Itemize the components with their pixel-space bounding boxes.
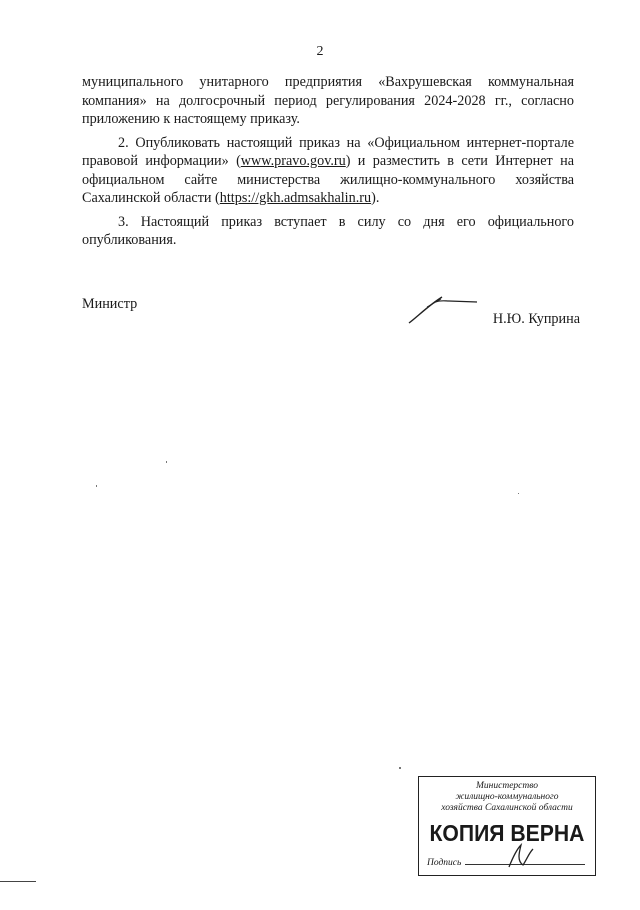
certified-copy-stamp xyxy=(418,776,596,876)
gkh-link[interactable]: https://gkh.admsakhalin.ru xyxy=(219,190,372,206)
paragraph-2-line-1: 2. Опубликовать настоящий приказ на «Официальном интернет-портале xyxy=(118,134,574,151)
paragraph-1-line-3: приложению к настоящему приказу. xyxy=(82,111,300,127)
paragraph-1 xyxy=(82,73,574,129)
stamp-main-text: КОПИЯ ВЕРНА xyxy=(429,820,585,846)
stamp-org-line: жилищно-коммунального xyxy=(455,792,559,802)
paragraph-2-text-a: правовой информации» ( xyxy=(82,153,241,169)
page-number: 2 xyxy=(316,44,324,59)
scan-speck xyxy=(399,767,401,769)
stamp-signature-scribble xyxy=(503,843,541,869)
paragraph-2-text-c: Сахалинской области ( xyxy=(82,190,220,206)
scan-speck xyxy=(518,493,519,494)
stamp-signature-label: Подпись xyxy=(427,858,462,868)
stamp-org-line: хозяйства Сахалинской области xyxy=(441,803,573,813)
page-edge-mark xyxy=(0,881,36,882)
document-body xyxy=(82,73,574,250)
paragraph-2-text-b: ) и разместить в сети Интернет на xyxy=(345,153,574,169)
paragraph-1-line-2: компания» на долгосрочный период регулирования 2024-2028 гг., согласно xyxy=(82,92,574,109)
minister-title: Министр xyxy=(82,296,138,312)
minister-name: Н.Ю. Куприна xyxy=(492,311,580,327)
pravo-link[interactable]: www.pravo.gov.ru xyxy=(240,153,346,169)
paragraph-2 xyxy=(82,134,574,208)
paragraph-3-line-2: опубликования. xyxy=(82,232,177,248)
scan-speck xyxy=(166,461,167,463)
paragraph-2-line-3: официальном сайте министерства жилищно-коммунального хозяйства xyxy=(82,171,574,188)
handwritten-signature xyxy=(405,293,485,327)
stamp-org-line: Министерство xyxy=(476,781,538,791)
paragraph-3-line-1: 3. Настоящий приказ вступает в силу со дня его официального xyxy=(118,213,574,230)
paragraph-2-text-d: ). xyxy=(371,190,380,206)
scan-speck xyxy=(96,485,97,487)
stamp-organization xyxy=(419,781,595,814)
paragraph-3 xyxy=(82,213,574,250)
paragraph-1-line-1: муниципального унитарного предприятия «Вахрушевская коммунальная xyxy=(82,74,574,90)
